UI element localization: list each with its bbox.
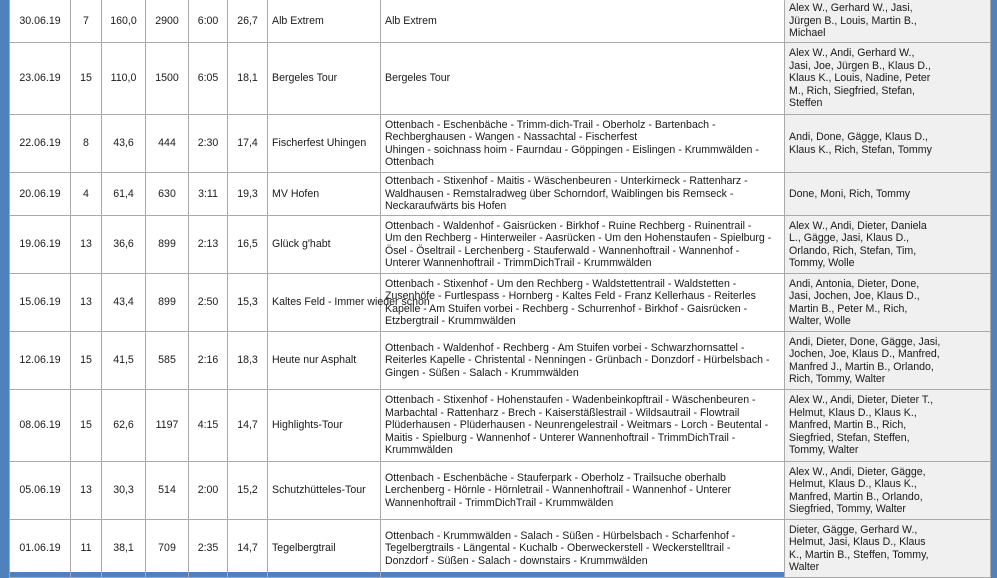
elevation-gain: 709: [146, 520, 189, 578]
tour-participants: [785, 43, 991, 115]
route-line: Zusenhöfe - Furtlespass - Hornberg - Kaltes Feld - Franz Kellerhaus - Reiterles: [385, 290, 756, 303]
average-speed: 15,2: [228, 462, 268, 520]
distance-km: 36,6: [102, 216, 146, 274]
route-line: Reiterles Kapelle - Christental - Nenningen - Grünbach - Donzdorf - Hürbelsbach -: [385, 354, 770, 367]
participants-line: Alex W., Andi, Dieter, Daniela: [789, 219, 927, 232]
tour-row: [10, 0, 991, 43]
tour-date: 15.06.19: [10, 274, 71, 332]
tour-rows: [10, 0, 991, 578]
route-line: Maitis - Spielburg - Wannenhof - Unterer Wannenhoftrail - TrimmDichTrail -: [385, 431, 736, 444]
tour-row: [10, 115, 991, 173]
participants-line: Steffen: [789, 97, 823, 110]
participants-line: Martin B., Peter M., Rich,: [789, 302, 908, 315]
route-line: Ottenbach - Eschenbäche - Stauferpark - Oberholz - Trailsuche oberhalb: [385, 471, 726, 484]
elevation-gain: 899: [146, 274, 189, 332]
ride-time: 2:16: [189, 332, 228, 390]
tour-date: 20.06.19: [10, 173, 71, 216]
tour-row: [10, 173, 991, 216]
route-line: Neckaraufwärts bis Hofen: [385, 200, 507, 213]
ride-time: 4:15: [189, 390, 228, 462]
tour-route: [381, 43, 785, 115]
participants-line: K., Martin B., Steffen, Tommy,: [789, 548, 929, 561]
route-line: Ottenbach - Eschenbäche - Trimm-dich-Trail - Oberholz - Bartenbach -: [385, 118, 716, 131]
route-line: Gingen - Süßen - Salach - Krummwälden: [385, 366, 579, 379]
tour-participants: [785, 274, 991, 332]
ride-time: 2:30: [189, 115, 228, 173]
participants-line: Alex W., Andi, Dieter, Gägge,: [789, 465, 926, 478]
participants-line: Alex W., Gerhard W., Jasi,: [789, 2, 913, 15]
tour-participants: [785, 390, 991, 462]
tour-row: [10, 216, 991, 274]
route-line: Wannenhoftrail - TrimmDichTrail - Krummwälden: [385, 496, 614, 509]
tour-date: 19.06.19: [10, 216, 71, 274]
ride-time: 6:05: [189, 43, 228, 115]
tour-date: 12.06.19: [10, 332, 71, 390]
average-speed: 16,5: [228, 216, 268, 274]
route-line: Ottenbach - Waldenhof - Gaisrücken - Birkhof - Ruine Rechberg - Ruinentrail -: [385, 219, 752, 232]
tour-name: Glück g'habt: [268, 216, 381, 274]
tour-participants: [785, 0, 991, 43]
tour-name: Tegelbergtrail: [268, 520, 381, 578]
route-line: Ösel - Öseltrail - Lerchenberg - Stauferwald - Wannenhoftrail - Wannenhof -: [385, 244, 740, 257]
elevation-gain: 585: [146, 332, 189, 390]
participants-line: Manfred, Martin B., Rich,: [789, 419, 907, 432]
tour-name: Heute nur Asphalt: [268, 332, 381, 390]
participants-line: Andi, Antonia, Dieter, Done,: [789, 277, 920, 290]
average-speed: 15,3: [228, 274, 268, 332]
tour-name: Kaltes Feld - Immer wieder schön: [268, 274, 381, 332]
average-speed: 26,7: [228, 0, 268, 43]
average-speed: 18,1: [228, 43, 268, 115]
route-line: Ottenbach - Waldenhof - Rechberg - Am Stuifen vorbei - Schwarzhornsattel -: [385, 341, 745, 354]
route-line: Uhingen - soichnass hoim - Faurndau - Göppingen - Eislingen - Krummwälden -: [385, 143, 759, 156]
tour-participants: [785, 216, 991, 274]
tour-date: 05.06.19: [10, 462, 71, 520]
tour-route: [381, 332, 785, 390]
participants-line: Helmut, Klaus D., Klaus K.,: [789, 478, 917, 491]
participant-count: 8: [71, 115, 102, 173]
participants-line: Orlando, Rich, Stefan, Tim,: [789, 244, 917, 257]
participants-line: Alex W., Andi, Dieter, Dieter T.,: [789, 394, 934, 407]
participants-line: Manfred, Martin B., Orlando,: [789, 490, 923, 503]
average-speed: 14,7: [228, 520, 268, 578]
route-line: Ottenbach - Krummwälden - Salach - Süßen - Hürbelsbach - Scharfenhof -: [385, 529, 736, 542]
elevation-gain: 1197: [146, 390, 189, 462]
tour-date: 01.06.19: [10, 520, 71, 578]
route-line: Plüderhausen - Plüderhausen - Neunrengelestrail - Weitmars - Lorch - Beutental -: [385, 419, 769, 432]
route-line: Ottenbach - Stixenhof - Maitis - Wäschenbeuren - Unterkirneck - Rattenharz -: [385, 175, 748, 188]
tour-row: [10, 462, 991, 520]
ride-time: 6:00: [189, 0, 228, 43]
route-line: Rechberghausen - Wangen - Nassachtal - Fischerfest: [385, 131, 638, 144]
elevation-gain: 630: [146, 173, 189, 216]
tour-route: [381, 216, 785, 274]
distance-km: 30,3: [102, 462, 146, 520]
elevation-gain: 444: [146, 115, 189, 173]
average-speed: 18,3: [228, 332, 268, 390]
tour-log-frame: [9, 0, 990, 572]
tour-name: MV Hofen: [268, 173, 381, 216]
tour-route: [381, 390, 785, 462]
tour-participants: [785, 520, 991, 578]
distance-km: 41,5: [102, 332, 146, 390]
elevation-gain: 514: [146, 462, 189, 520]
participant-count: 15: [71, 390, 102, 462]
participants-line: Rich, Tommy, Walter: [789, 372, 886, 385]
participants-line: Tommy, Wolle: [789, 256, 855, 269]
participants-line: Jochen, Joe, Klaus D., Manfred,: [789, 348, 940, 361]
tour-date: 23.06.19: [10, 43, 71, 115]
ride-time: 2:00: [189, 462, 228, 520]
tour-route: [381, 0, 785, 43]
tour-name: Highlights-Tour: [268, 390, 381, 462]
participant-count: 13: [71, 462, 102, 520]
tour-name: Alb Extrem: [268, 0, 381, 43]
tour-participants: [785, 462, 991, 520]
participants-line: M., Rich, Siegfried, Stefan,: [789, 84, 916, 97]
tour-route: [381, 173, 785, 216]
participants-line: Andi, Done, Gägge, Klaus D.,: [789, 131, 928, 144]
elevation-gain: 2900: [146, 0, 189, 43]
distance-km: 62,6: [102, 390, 146, 462]
tour-date: 08.06.19: [10, 390, 71, 462]
route-line: Um den Rechberg - Hinterweiler - Aasrücken - Um den Hohenstaufen - Spielburg -: [385, 232, 772, 245]
route-line: Etzbergtrail - Krummwälden: [385, 314, 516, 327]
participants-line: Siegfried, Tommy, Walter: [789, 502, 906, 515]
ride-time: 3:11: [189, 173, 228, 216]
participants-line: Andi, Dieter, Done, Gägge, Jasi,: [789, 335, 941, 348]
elevation-gain: 1500: [146, 43, 189, 115]
participants-line: Helmut, Jasi, Klaus D., Klaus: [789, 536, 926, 549]
participant-count: 11: [71, 520, 102, 578]
participant-count: 7: [71, 0, 102, 43]
participants-line: Dieter, Gägge, Gerhard W.,: [789, 523, 918, 536]
tour-participants: [785, 115, 991, 173]
route-line: Ottenbach - Stixenhof - Hohenstaufen - Wadenbeinkopftrail - Wäschenbeuren -: [385, 394, 756, 407]
tour-name: Schutzhütteles-Tour: [268, 462, 381, 520]
participant-count: 13: [71, 274, 102, 332]
route-line: Kapelle - Am Stuifen vorbei - Rechberg - Schurrenhof - Birkhof - Gaisrücken -: [385, 302, 748, 315]
tour-name: Bergeles Tour: [268, 43, 381, 115]
participants-line: Walter: [789, 560, 820, 573]
participants-line: Klaus K., Rich, Stefan, Tommy: [789, 143, 932, 156]
tour-row: [10, 332, 991, 390]
elevation-gain: 899: [146, 216, 189, 274]
route-line: Lerchenberg - Hörnle - Hörnletrail - Wannenhoftrail - Wannenhof - Unterer: [385, 484, 732, 497]
participant-count: 4: [71, 173, 102, 216]
participants-line: Jasi, Joe, Jürgen B., Klaus D.,: [789, 59, 931, 72]
participant-count: 13: [71, 216, 102, 274]
participant-count: 15: [71, 332, 102, 390]
participants-line: Tommy, Walter: [789, 444, 859, 457]
tour-participants: [785, 332, 991, 390]
participants-line: Done, Moni, Rich, Tommy: [789, 187, 911, 200]
tour-date: 22.06.19: [10, 115, 71, 173]
tour-row: [10, 390, 991, 462]
participants-line: Jürgen B., Louis, Martin B.,: [789, 14, 917, 27]
distance-km: 61,4: [102, 173, 146, 216]
tour-route: [381, 274, 785, 332]
participants-line: Walter, Wolle: [789, 314, 851, 327]
tour-log-table: [9, 0, 991, 578]
distance-km: 43,4: [102, 274, 146, 332]
participant-count: 15: [71, 43, 102, 115]
distance-km: 110,0: [102, 43, 146, 115]
route-line: Marbachtal - Rattenharz - Brech - Kaiserstäßlestrail - Wildsautrail - Flowtrail: [385, 406, 740, 419]
participants-line: Klaus K., Louis, Nadine, Peter: [789, 72, 931, 85]
route-line: Waldhausen - Remstalradweg über Schorndorf, Waiblingen bis Remseck -: [385, 187, 734, 200]
distance-km: 38,1: [102, 520, 146, 578]
participants-line: Alex W., Andi, Gerhard W.,: [789, 47, 915, 60]
route-line: Krummwälden: [385, 444, 453, 457]
participants-line: Manfred J., Martin B., Orlando,: [789, 360, 934, 373]
route-line: Tegelbergtrails - Längental - Kuchalb - Oberweckerstell - Weckerstelltrail -: [385, 542, 731, 555]
route-line: Ottenbach: [385, 155, 434, 168]
route-line: Ottenbach - Stixenhof - Um den Rechberg - Waldstettentrail - Waldstetten -: [385, 277, 737, 290]
tour-route: [381, 462, 785, 520]
tour-route: [381, 115, 785, 173]
route-line: Alb Extrem: [385, 14, 437, 27]
tour-row: [10, 520, 991, 578]
distance-km: 43,6: [102, 115, 146, 173]
average-speed: 14,7: [228, 390, 268, 462]
tour-name: Fischerfest Uhingen: [268, 115, 381, 173]
participants-line: L., Gägge, Jasi, Klaus D.,: [789, 232, 910, 245]
tour-date: 30.06.19: [10, 0, 71, 43]
route-line: Donzdorf - Süßen - Salach - downstairs - Krummwälden: [385, 554, 648, 567]
average-speed: 19,3: [228, 173, 268, 216]
tour-row: [10, 274, 991, 332]
ride-time: 2:13: [189, 216, 228, 274]
participants-line: Michael: [789, 27, 826, 40]
distance-km: 160,0: [102, 0, 146, 43]
route-line: Unterer Wannenhoftrail - TrimmDichTrail - Krummwälden: [385, 256, 652, 269]
ride-time: 2:35: [189, 520, 228, 578]
route-line: Bergeles Tour: [385, 72, 451, 85]
tour-route: [381, 520, 785, 578]
participants-line: Jasi, Jochen, Joe, Klaus D.,: [789, 290, 920, 303]
participants-line: Helmut, Klaus D., Klaus K.,: [789, 406, 917, 419]
average-speed: 17,4: [228, 115, 268, 173]
tour-row: [10, 43, 991, 115]
tour-participants: [785, 173, 991, 216]
participants-line: Siegfried, Stefan, Steffen,: [789, 431, 910, 444]
ride-time: 2:50: [189, 274, 228, 332]
